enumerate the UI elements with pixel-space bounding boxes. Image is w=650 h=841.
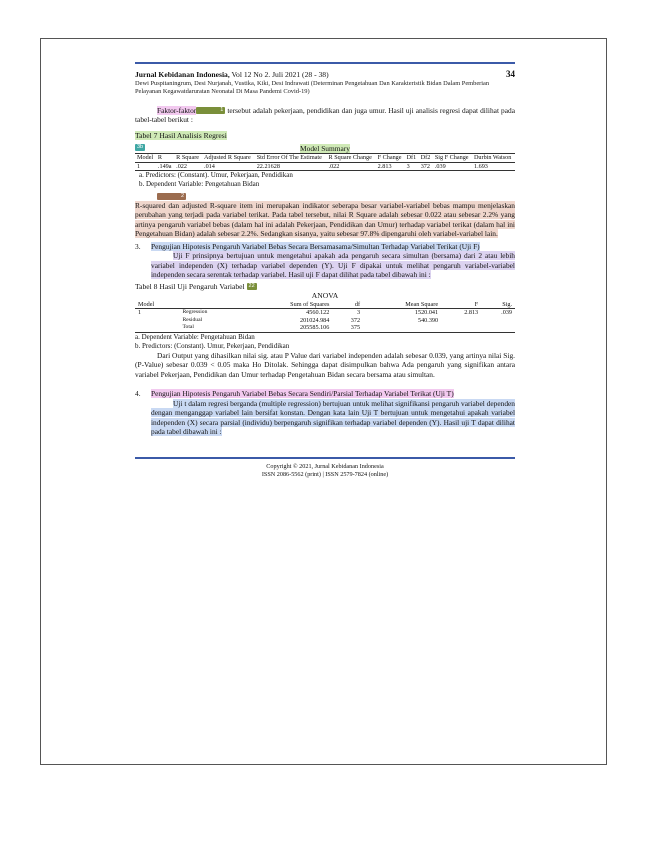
table8-title: ANOVA	[311, 291, 339, 300]
table8-caption-text: Tabel 8 Hasil Uji Pengaruh Variabel	[135, 281, 245, 291]
cell: 1520.041	[414, 309, 439, 316]
section-3-number: 3.	[135, 241, 141, 251]
footer-rule	[135, 457, 515, 459]
th-std-error: Std Error Of The Estimate	[255, 154, 327, 163]
cell: df	[332, 301, 363, 309]
th-sig-f-change: Sig F Change	[433, 154, 472, 163]
section-4-number: 4.	[135, 389, 141, 398]
cell	[441, 317, 481, 325]
rsquare-text: R-squared dan adjusted R-square item ini merupakan indikator seberapa besar variabel-variabel bebas mampu menjelaskan perubahan yang terjadi pada variabel terikat. Pada tabel tersebut, nilai R Square adalah sebesar 0.022 atau sebesar 2.2% yang artinya pengaruh variabel bebas (dalam hal ini adalah Pekerjaan, Pendidikan dan Umur) terhadap variabel terikat (dalam hal ini Pengetahuan Bidan) adalah sebesar 2.2%. Sedangkan sisanya, yaitu sebesar 97.8% dipengaruhi oleh variabel-variabel lain.	[135, 200, 515, 238]
document-page	[135, 62, 515, 479]
running-header	[135, 70, 515, 80]
th-r-square: R Square	[174, 154, 202, 163]
authors-title: Dewi Puspitaningrum, Desi Nurjanah, Vustika, Kiki, Desi Indrawati (Determinan Pengetahuan Dan Karakteristik Bidan Dalam Pemberian Pelayanan Kegawatdaruratan Neonatal Di Masa Pandemi Covid-19)	[135, 79, 490, 95]
anova-text: Dari Output yang dihasilkan nilai sig. atau P Value dari variabel independen adalah sebesar 0.039, yang artinya nilai Sig.(P-Value) sebesar 0.039 < 0.05 maka Ho Ditolak. Sehingga dapat disimpulkan bahwa Ada pengaruh yang signifikan antara variabel Pekerjaan, Pendidikan dan Umur terhadap Pengetahuan Bidan secara bersama atau simultan.	[135, 350, 515, 379]
table7-block	[135, 142, 515, 171]
cell: 375	[332, 324, 363, 332]
th-df1: Df1	[405, 154, 419, 163]
cell: Regression	[182, 309, 208, 315]
table-row	[135, 162, 515, 171]
cell	[481, 324, 515, 332]
cell: .014	[202, 162, 255, 171]
annotation-badge: 2	[157, 193, 186, 200]
cell: Mean Square	[363, 301, 441, 309]
rsquare-paragraph	[135, 191, 515, 239]
cell: 372	[350, 316, 361, 324]
cell	[135, 317, 180, 325]
table-row	[135, 317, 515, 325]
cell: 1	[135, 162, 156, 171]
table7-header-row	[135, 154, 515, 163]
cell: 201024.984	[299, 316, 330, 324]
cell: 540.390	[417, 316, 439, 324]
section-4	[135, 389, 515, 437]
intro-text-b: tersebut adalah pekerjaan, pendidikan dan juga umur. Hasil uji analisis regresi dapat dilihat pada tabel-tabel berikut :	[135, 105, 515, 124]
table-row	[135, 309, 515, 317]
table8-badge: 22	[248, 283, 255, 290]
journal-volume: Vol 12 No 2. Juli 2021 (28 - 38)	[231, 70, 329, 79]
th-df2: Df2	[419, 154, 433, 163]
cell	[363, 324, 441, 332]
cell: F	[441, 301, 481, 309]
cell: Residual	[182, 316, 203, 323]
cell: .039	[501, 309, 512, 316]
annotation-badge: 1	[196, 107, 225, 114]
section-3	[135, 242, 515, 280]
cell: 22.21628	[255, 162, 327, 171]
cell: 4560.122	[306, 309, 330, 316]
cell	[481, 317, 515, 325]
table8-note-a: a. Dependent Variable: Pengetahuan Bidan	[135, 332, 255, 341]
cell: Sig.	[481, 301, 515, 309]
journal-citation	[135, 70, 329, 80]
section-4-paragraph: Uji t dalam regresi berganda (multiple regression) bertujuan untuk melihat signifikansi pengaruh variabel dependen dengan menganggap variabel lain bersifat konstan. Dengan kata lain Uji T bertujuan untuk mengetahui apakah variabel independen (X) secara parsial (individu) berpengaruh signifikan terhadap variabel dependen (Y). Hasil uji T dapat dilihat pada tabel dibawah ini :	[151, 398, 515, 436]
section-4-title: Pengujian Hipotesis Pengaruh Variabel Bebas Secara Sendiri/Parsial Terhadap Variabel Terikat (Uji T)	[151, 389, 454, 398]
model-summary-table	[135, 153, 515, 171]
table7-badge: 3b	[137, 143, 144, 150]
cell	[135, 324, 180, 332]
th-r-square-change: R Square Change	[327, 154, 376, 163]
cell: .039	[433, 162, 472, 171]
cell: Total	[180, 324, 242, 332]
cell: 1.693	[472, 162, 515, 171]
page-footer	[135, 463, 515, 479]
footer-copyright: Copyright © 2021, Jurnal Kebidanan Indonesia	[266, 462, 384, 470]
cell: 3	[405, 162, 419, 171]
cell	[441, 324, 481, 332]
page-number: 34	[506, 69, 515, 79]
cell: 372	[419, 162, 433, 171]
table-row	[135, 324, 515, 332]
section-3-content	[151, 242, 515, 280]
cell	[180, 301, 242, 309]
cell: .149a	[156, 162, 174, 171]
table7-title: Model Summary	[300, 143, 350, 153]
header-rule	[135, 62, 515, 64]
cell: .022	[174, 162, 202, 171]
table8-caption	[135, 282, 515, 292]
section-4-content	[151, 389, 515, 437]
table7-note-a: a. Predictors: (Constant). Umur, Pekerjaan, Pendidikan	[139, 171, 293, 179]
cell: Sum of Squares	[242, 301, 333, 309]
table7-note-b: b. Dependent Variable: Pengetahuan Bidan	[139, 180, 260, 188]
cell: 205585.106	[242, 324, 333, 332]
cell: 1	[138, 309, 142, 316]
cell: 2.813	[376, 162, 405, 171]
table7-caption	[135, 131, 515, 141]
th-model: Model	[135, 154, 156, 163]
cell: .022	[327, 162, 376, 171]
section-3-title: Pengujian Hipotesis Pengaruh Variabel Bebas Secara Bersamasama/Simultan Terhadap Variabel Terikat (Uji F)	[151, 241, 480, 251]
intro-paragraph	[135, 106, 515, 125]
intro-text-a: Faktor-faktor	[157, 105, 197, 115]
th-r: R	[156, 154, 174, 163]
section-3-paragraph: Uji F prinsipnya bertujuan untuk mengetahui apakah ada pengaruh secara simultan (bersama) dari 2 atau lebih variabel independen (X) terhadap variabel dependen (Y). Uji F dipakai untuk melihat pengaruh variabel-variabel independen secara serentak terhadap variabel. Hasil uji F dapat dilihat pada tabel dibawah ini :	[151, 251, 515, 279]
th-f-change: F Change	[376, 154, 405, 163]
th-adjusted-r-square: Adjusted R Square	[202, 154, 255, 163]
cell: 3	[356, 309, 361, 316]
th-durbin-watson: Durbin Watson	[472, 154, 515, 163]
cell: 2.813	[464, 309, 479, 316]
journal-name: Jurnal Kebidanan Indonesia,	[135, 70, 230, 79]
table8-header-row	[135, 301, 515, 309]
table7-caption-text: Tabel 7 Hasil Analisis Regresi	[135, 130, 227, 140]
footer-issn: ISSN 2086-5562 (print) | ISSN 2579-7824 (online)	[261, 470, 389, 478]
cell: Model	[135, 301, 180, 309]
table8-note-b: b. Predictors: (Constant). Umur, Pekerjaan, Pendidikan	[135, 341, 290, 350]
anova-paragraph	[135, 351, 515, 380]
anova-table	[135, 301, 515, 333]
